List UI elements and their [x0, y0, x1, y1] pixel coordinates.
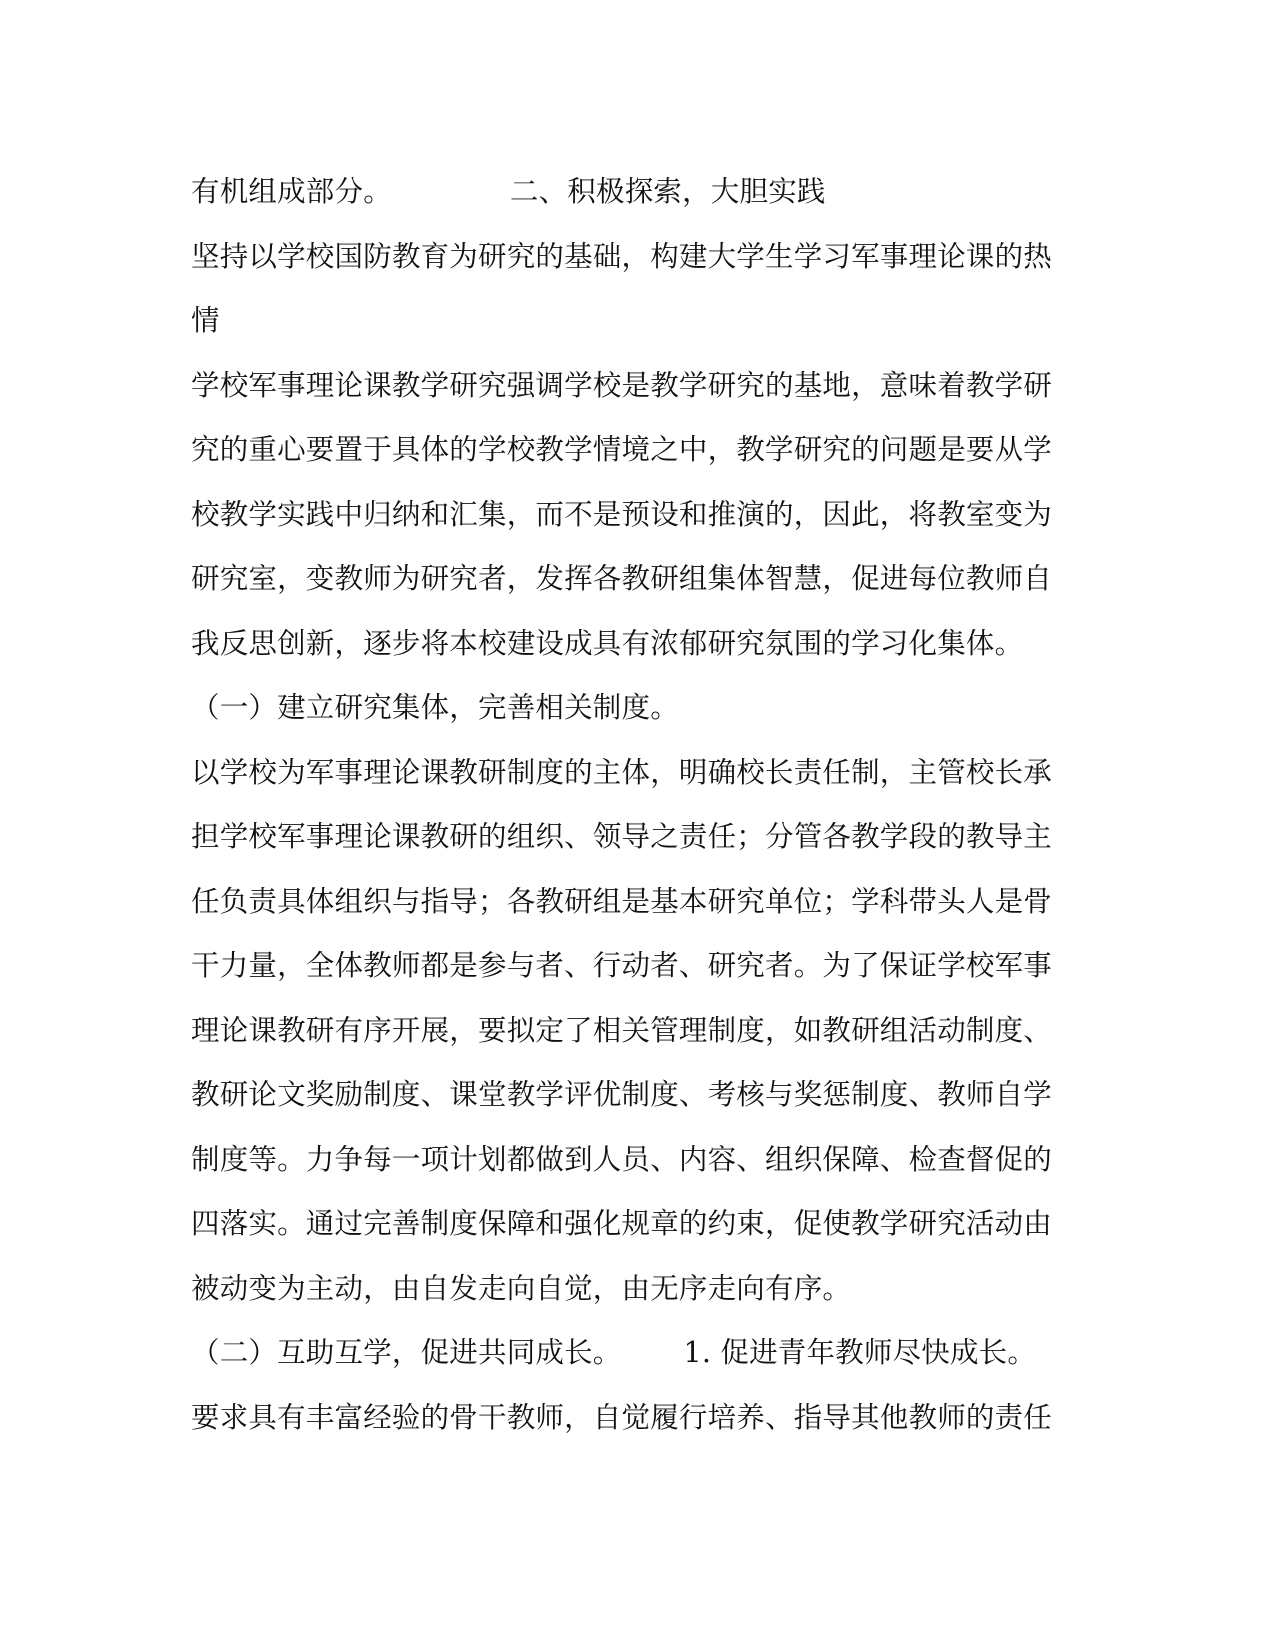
- text-line-part: 理论课教研有序开展，要拟定了相关管理制度，如教研组活动制度、: [191, 1013, 1053, 1047]
- numbered-heading: 1. 促进青年教师尽快成长。: [683, 1336, 1037, 1369]
- text-line: [191, 1386, 1071, 1451]
- text-line: [191, 612, 1071, 677]
- text-line: [191, 1128, 1071, 1193]
- text-line-part: 被动变为主动，由自发走向自觉，由无序走向有序。: [191, 1271, 852, 1305]
- text-line: [191, 1063, 1071, 1128]
- text-line: [191, 999, 1071, 1064]
- text-line-part: 教研论文奖励制度、课堂教学评优制度、考核与奖惩制度、教师自学: [191, 1078, 1053, 1111]
- text-line-part: 研究室，变教师为研究者，发挥各教研组集体智慧，促进每位教师自: [191, 562, 1053, 595]
- text-line: [191, 805, 1071, 870]
- text-line-part: 情: [191, 304, 220, 337]
- subheading: （二）互助互学，促进共同成长。: [191, 1336, 622, 1369]
- text-line-part: 校教学实践中归纳和汇集，而不是预设和推演的，因此，将教室变为: [191, 497, 1053, 531]
- section-heading: 二、积极探索，大胆实践: [509, 175, 826, 208]
- text-line-part: 制度等。力争每一项计划都做到人员、内容、组织保障、检查督促的: [191, 1142, 1053, 1176]
- text-line-part: 以学校为军事理论课教研制度的主体，明确校长责任制，主管校长承: [191, 755, 1053, 789]
- subheading-line: [191, 676, 1071, 741]
- text-line-part: 要求具有丰富经验的骨干教师，自觉履行培养、指导其他教师的责任: [191, 1400, 1053, 1434]
- text-line: [191, 160, 1071, 225]
- text-line-part: 任负责具体组织与指导；各教研组是基本研究单位；学科带头人是骨: [191, 884, 1053, 918]
- text-line-part: 究的重心要置于具体的学校教学情境之中，教学研究的问题是要从学: [191, 433, 1053, 466]
- text-line-part: 四落实。通过完善制度保障和强化规章的约束，促使教学研究活动由: [191, 1207, 1053, 1240]
- text-line-part: 担学校军事理论课教研的组织、领导之责任；分管各教学段的教导主: [191, 820, 1053, 853]
- text-line: [191, 289, 1071, 354]
- text-line-part: 坚持以学校国防教育为研究的基础，构建大学生学习军事理论课的热: [191, 239, 1053, 273]
- text-line-part: 干力量，全体教师都是参与者、行动者、研究者。为了保证学校军事: [191, 949, 1053, 982]
- text-line: [191, 870, 1071, 935]
- text-line: [191, 741, 1071, 806]
- body-text: [191, 160, 1071, 1450]
- text-line: [191, 547, 1071, 612]
- subheading: （一）建立研究集体，完善相关制度。: [191, 691, 679, 724]
- text-line-part: 我反思创新，逐步将本校建设成具有浓郁研究氛围的学习化集体。: [191, 626, 1024, 660]
- text-line: [191, 418, 1071, 483]
- text-line: [191, 1192, 1071, 1257]
- text-line: [191, 1257, 1071, 1322]
- subheading-line: [191, 1321, 1071, 1386]
- text-line: [191, 354, 1071, 419]
- text-line: [191, 225, 1071, 290]
- text-line: [191, 934, 1071, 999]
- text-line-part: 学校军事理论课教学研究强调学校是教学研究的基地，意味着教学研: [191, 368, 1053, 402]
- text-line: [191, 483, 1071, 548]
- text-line-part: 有机组成部分。: [191, 175, 392, 208]
